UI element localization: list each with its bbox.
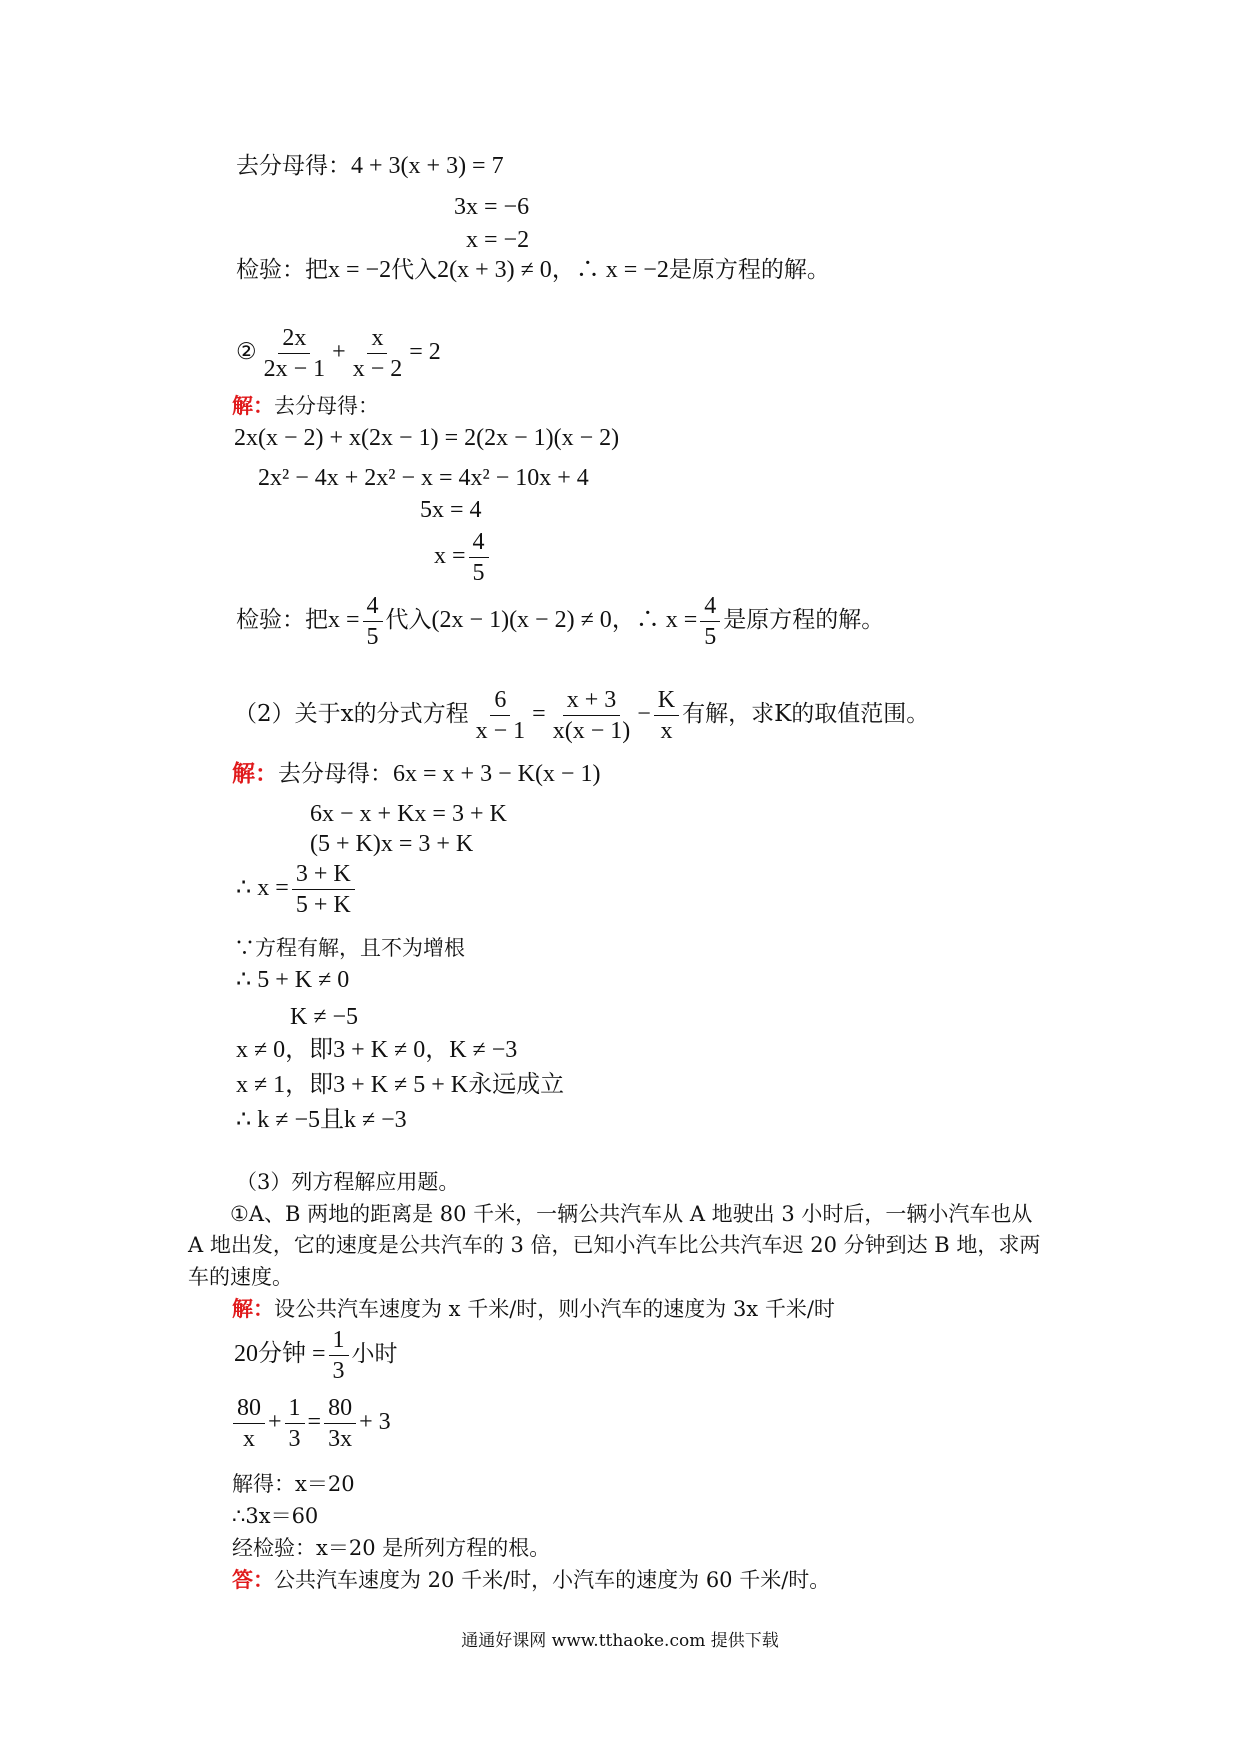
s3-fraction-3	[654, 685, 679, 746]
s3-fraction-2	[549, 685, 635, 746]
s4-fraction-1	[233, 1393, 265, 1454]
s4-l2-fraction	[329, 1325, 349, 1386]
s4-paragraph-line-3: 车的速度。	[188, 1265, 293, 1289]
s3-line-3: (5 + K)x = 3 + K	[310, 831, 474, 857]
s4-paragraph-line-1: ①A、B 两地的距离是 80 千米，一辆公共汽车从 A 地驶出 3 小时后，一辆小汽车也从	[230, 1202, 1033, 1226]
s4-title: （3）列方程解应用题。	[236, 1170, 460, 1194]
s2-f2-den: x − 2	[352, 355, 403, 382]
s3-line-7: K ≠ −5	[290, 1004, 359, 1030]
s3-f2-num: x + 3	[563, 685, 621, 716]
s4-answer-text: 公共汽车速度为 20 千米/时，小汽车的速度为 60 千米/时。	[274, 1568, 831, 1592]
s1-line-2: 3x = −6	[454, 194, 530, 220]
s2-check-fraction-1	[363, 591, 383, 652]
s3-line-5: ∵方程有解，且不为增根	[234, 936, 465, 960]
s4-f3-den: 3x	[328, 1425, 353, 1452]
s4-l2-pre: 20分钟 =	[234, 1341, 326, 1367]
s4-f3-num: 80	[324, 1393, 356, 1424]
s2-solution-text: 去分母得：	[274, 394, 379, 418]
s3-solution-text: 去分母得：	[278, 761, 393, 787]
s1-line-3: x = −2	[466, 227, 530, 253]
s2-check-line	[236, 590, 884, 652]
s2-solution-header	[232, 392, 379, 420]
s1-check-math1: x = −2	[328, 257, 392, 283]
s4-answer-line	[232, 1566, 830, 1594]
s1-line-1	[236, 152, 504, 180]
s2-line-4	[434, 526, 492, 588]
s3-f3-den: x	[660, 717, 673, 744]
s3-solution-line	[232, 760, 600, 788]
s4-solution-text: 设公共汽车速度为 x 千米/时，则小汽车的速度为 3x 千米/时	[274, 1297, 835, 1321]
page-footer: 通通好课网 www.tthaoke.com 提供下载	[461, 1631, 779, 1651]
s2-equation	[236, 322, 441, 384]
s1-check-mid: 代入	[391, 257, 438, 283]
s3-minus: −	[637, 701, 651, 727]
s3-line-9: x ≠ 1，即3 + K ≠ 5 + K永远成立	[236, 1072, 565, 1098]
s1-label: 去分母得：	[236, 153, 351, 179]
s2-f2-num: x	[367, 323, 387, 354]
s3-title-post: 有解，求K的取值范围。	[682, 701, 930, 727]
s3-l4-fraction	[292, 859, 355, 920]
s4-l2-den: 3	[332, 1357, 345, 1384]
s2-check-num2: 4	[700, 591, 720, 622]
s4-line-2	[234, 1324, 398, 1386]
s2-check-fraction-2	[700, 591, 720, 652]
s2-f1-den: 2x − 1	[263, 355, 326, 382]
s2-line-3: 5x = 4	[420, 497, 482, 523]
s4-solution-line	[232, 1295, 835, 1323]
s2-check-den2: 5	[704, 623, 717, 650]
s3-line-4	[236, 858, 358, 920]
s3-f1-num: 6	[490, 685, 510, 716]
s3-solution-math: 6x = x + 3 − K(x − 1)	[393, 761, 601, 787]
s2-solution-label: 解：	[232, 393, 274, 418]
s2-check-pre: x =	[328, 607, 360, 633]
s3-line-10: ∴ k ≠ −5且k ≠ −3	[236, 1107, 407, 1133]
s3-f2-den: x(x − 1)	[552, 717, 631, 744]
s3-l4-num: 3 + K	[292, 859, 355, 890]
s4-f2-den: 3	[288, 1425, 301, 1452]
s2-fraction-2	[349, 323, 407, 384]
s4-line-5: ∴3x＝60	[232, 1504, 319, 1528]
s2-plus: +	[332, 339, 346, 365]
s4-equation	[230, 1392, 391, 1454]
s2-check-num1: 4	[363, 591, 383, 622]
s3-eq: =	[532, 701, 546, 727]
s3-f1-den: x − 1	[475, 717, 526, 744]
s4-line-4: 解得：x＝20	[232, 1472, 355, 1496]
s4-f1-num: 80	[233, 1393, 265, 1424]
s4-f1-den: x	[243, 1425, 255, 1452]
s3-title-pre: （2）关于x的分式方程	[234, 701, 469, 727]
s3-line-2: 6x − x + Kx = 3 + K	[310, 801, 507, 827]
s2-line-2: 2x² − 4x + 2x² − x = 4x² − 10x + 4	[258, 465, 589, 491]
s3-fraction-1	[472, 685, 530, 746]
circled-number-2: ②	[236, 339, 257, 365]
s1-check-label: 检验：把	[236, 257, 328, 283]
s4-plus: +	[268, 1409, 282, 1435]
s2-check-math: (2x − 1)(x − 2) ≠ 0，∴ x =	[431, 607, 698, 633]
s4-eq: =	[307, 1409, 322, 1435]
s2-eq: = 2	[409, 339, 441, 365]
s2-check-end: 是原方程的解。	[723, 607, 885, 633]
s2-fraction-1	[260, 323, 330, 384]
s2-l4-num: 4	[469, 527, 489, 558]
s1-check-line	[236, 256, 830, 284]
s3-line-8: x ≠ 0，即3 + K ≠ 0，K ≠ −3	[236, 1037, 518, 1063]
s4-l2-num: 1	[329, 1325, 349, 1356]
s2-l4-fraction	[469, 527, 489, 588]
s4-answer-label: 答：	[232, 1567, 274, 1592]
s4-fraction-2	[285, 1393, 305, 1454]
s2-l4-pre: x =	[434, 543, 466, 569]
s4-paragraph-line-2: A 地出发，它的速度是公共汽车的 3 倍，已知小汽车比公共汽车迟 20 分钟到达 B 地，求两	[188, 1233, 1041, 1257]
s4-l2-post: 小时	[351, 1341, 398, 1367]
s3-solution-label: 解：	[232, 760, 278, 787]
s1-equation: 4 + 3(x + 3) = 7	[351, 153, 504, 179]
s4-fraction-3	[324, 1393, 356, 1454]
s4-solution-label: 解：	[232, 1296, 274, 1321]
s2-check-mid: 代入	[385, 607, 432, 633]
s3-line-6: ∴ 5 + K ≠ 0	[236, 967, 350, 993]
s2-line-1: 2x(x − 2) + x(2x − 1) = 2(2x − 1)(x − 2)	[234, 425, 620, 451]
s2-check-label: 检验：把	[236, 607, 328, 633]
s4-f2-num: 1	[285, 1393, 305, 1424]
s3-l4-den: 5 + K	[295, 891, 351, 918]
s2-l4-den: 5	[472, 559, 485, 586]
s1-check-end: 是原方程的解。	[668, 257, 830, 283]
s2-check-den1: 5	[366, 623, 379, 650]
s4-line-6: 经检验：x＝20 是所列方程的根。	[232, 1536, 551, 1560]
s2-f1-num: 2x	[278, 323, 310, 354]
s1-check-math2: 2(x + 3) ≠ 0，∴ x = −2	[437, 257, 669, 283]
s3-f3-num: K	[654, 685, 679, 716]
s3-l4-pre: ∴ x =	[236, 875, 289, 901]
s3-title	[234, 684, 929, 746]
s4-post: + 3	[359, 1409, 391, 1435]
